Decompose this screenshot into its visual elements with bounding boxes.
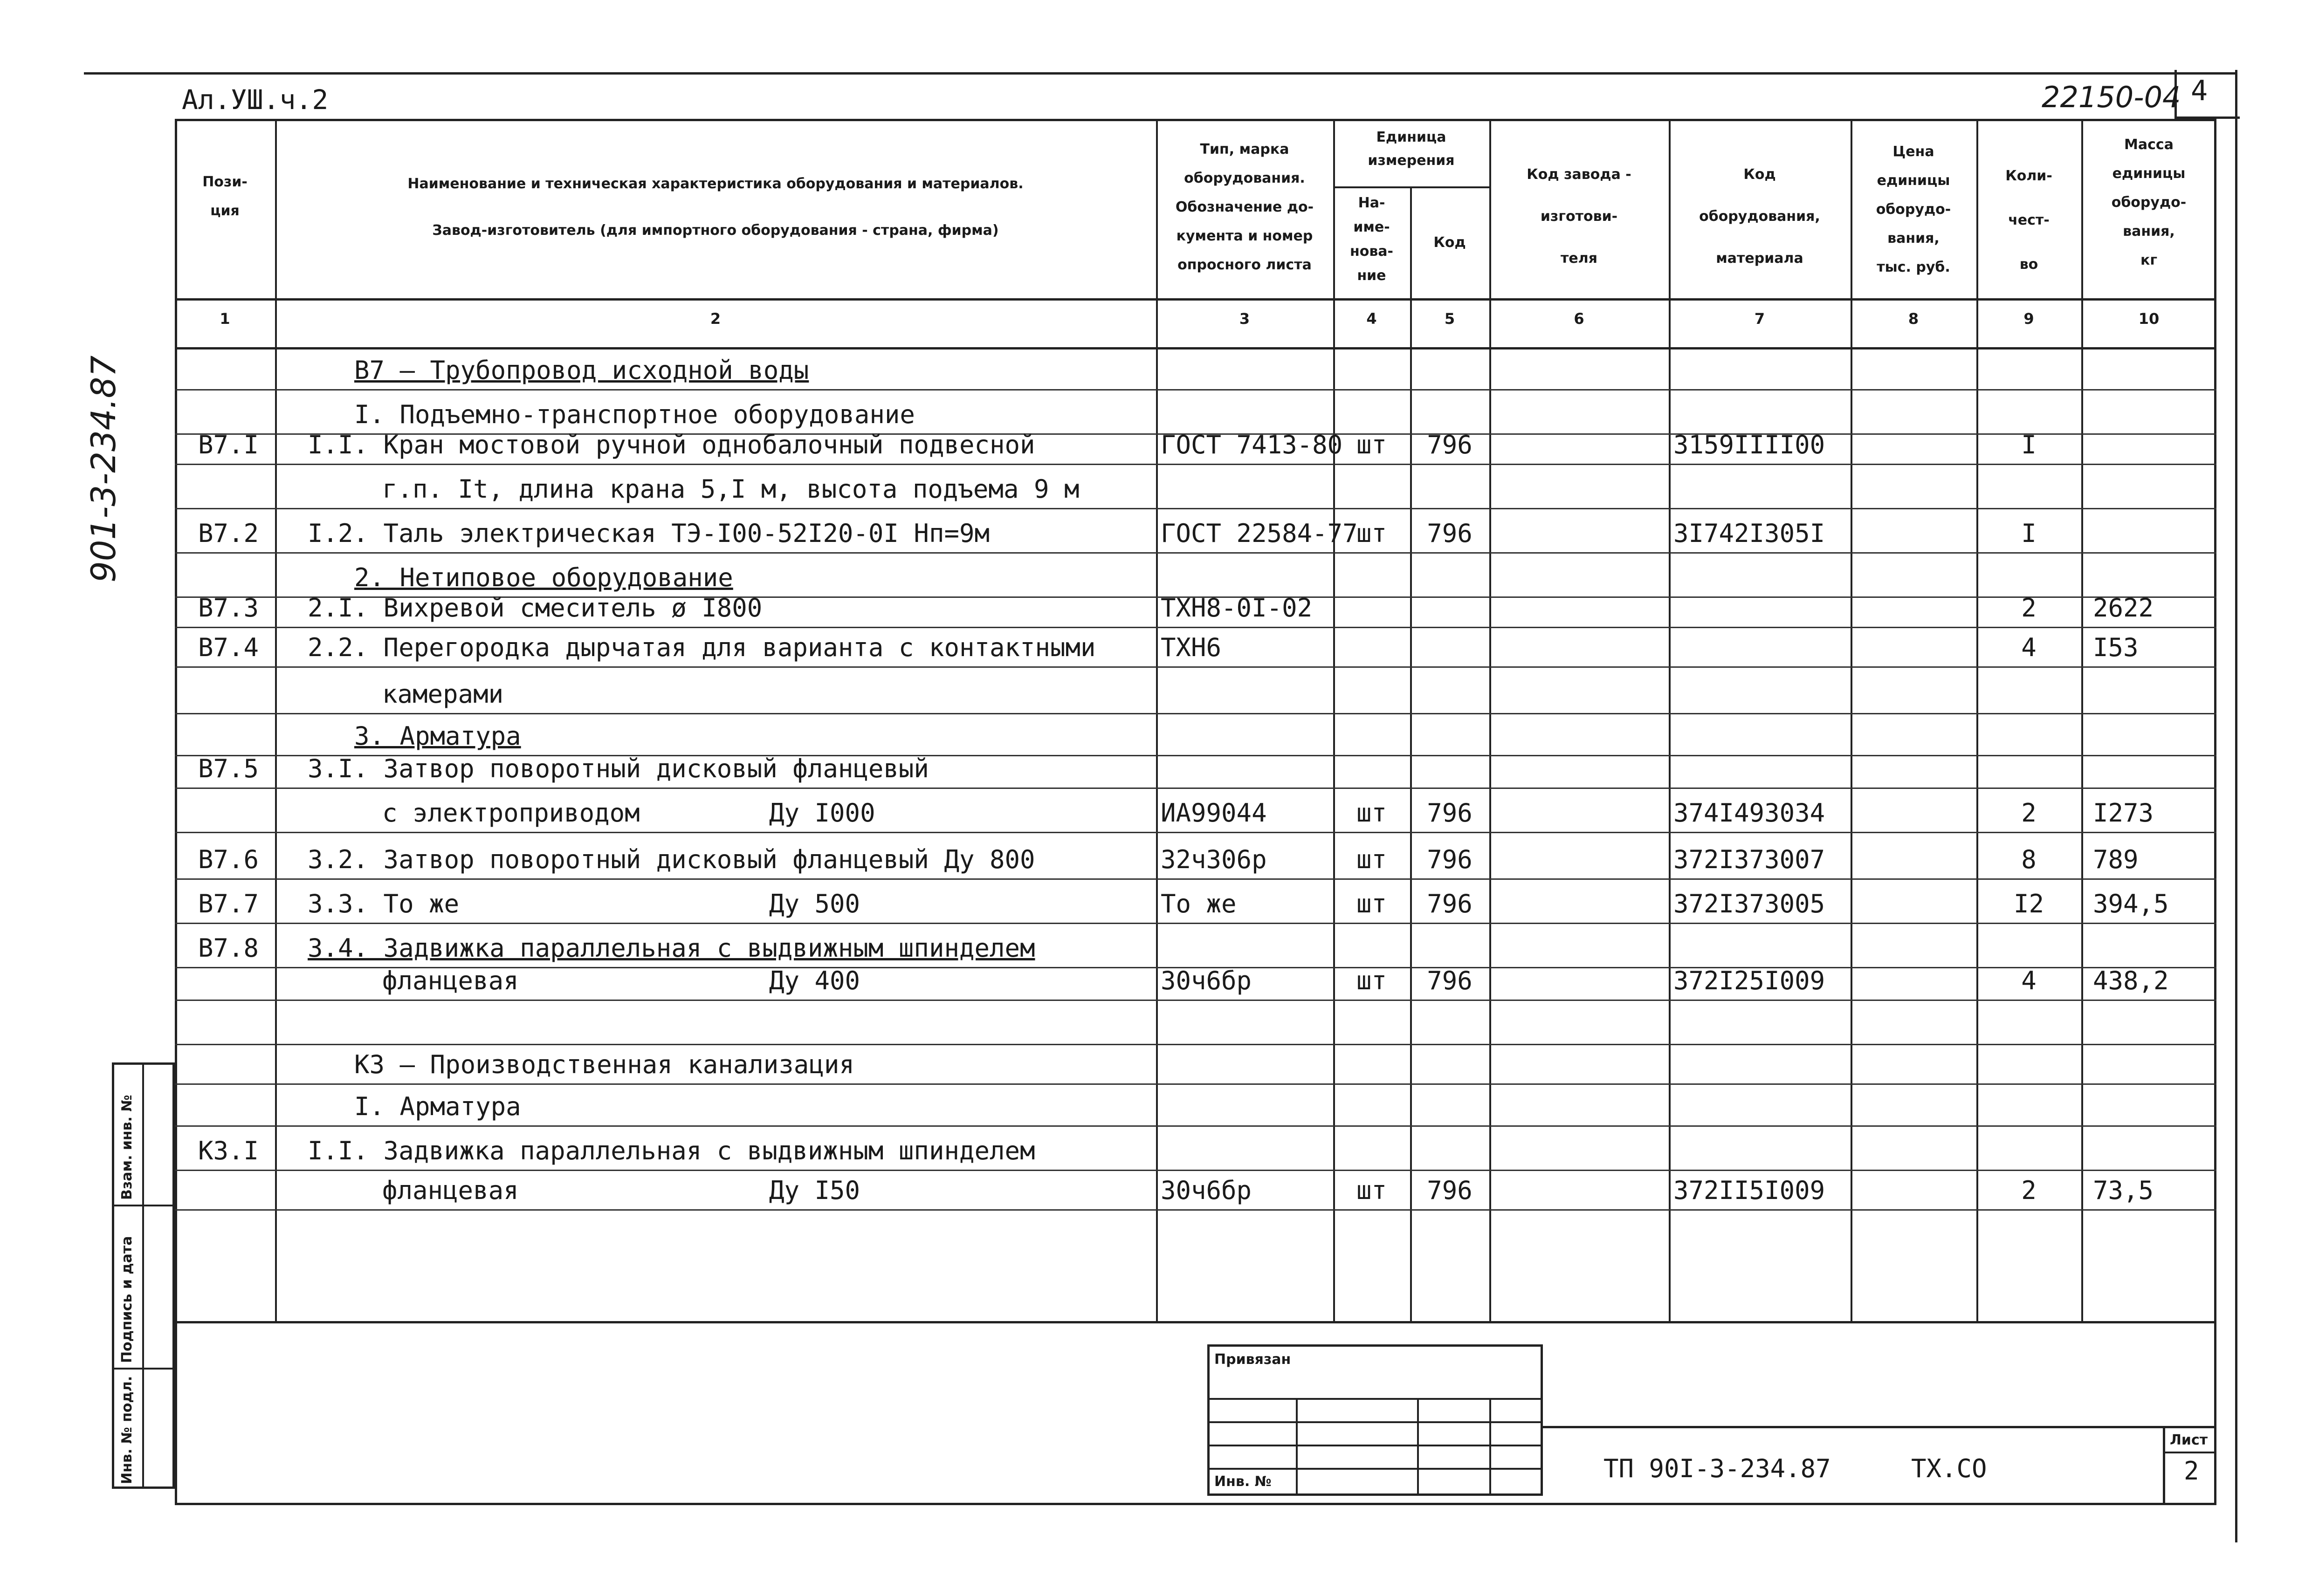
cell-name: 3.I. Затвор поворотный дисковый фланцевый: [308, 754, 929, 783]
column-number-divider: [175, 347, 2216, 349]
cell-name: К3 – Производственная канализация: [354, 1050, 854, 1079]
binding-vline-1: [1296, 1398, 1298, 1493]
cell-mass: I53: [2093, 633, 2139, 662]
cell-type: ТХН6: [1161, 633, 1222, 662]
cell-name: I. Арматура: [354, 1092, 521, 1121]
cell-pos: В7.I: [198, 430, 259, 459]
cell-code: 796: [1427, 430, 1473, 459]
binding-vline-2: [1417, 1398, 1419, 1493]
col-line-8: [1976, 119, 1978, 1321]
cell-nominal-diameter: Ду 400: [769, 966, 860, 995]
cell-type: То же: [1161, 889, 1237, 918]
side-handwritten-number: 901-3-234.87: [84, 355, 123, 582]
header-mass: Масса единицы оборудо- вания, кг: [2111, 137, 2187, 268]
row-line: [175, 713, 2216, 714]
colnum-2: 2: [710, 310, 721, 328]
label-inv-original: Инв. № подл.: [119, 1376, 135, 1484]
table-bottom-line: [175, 1321, 2216, 1323]
row-line: [175, 552, 2216, 554]
list-box-line: [2165, 1452, 2216, 1453]
cell-type: ТХН8-0I-02: [1161, 593, 1313, 623]
row-line: [175, 1083, 2216, 1085]
label-signature-date: Подпись и дата: [119, 1236, 135, 1363]
cell-qty: 2: [2021, 593, 2037, 623]
cell-okp: 372I373007: [1673, 845, 1825, 874]
cell-name: 3. Арматура: [354, 721, 521, 751]
cell-qty: I: [2021, 430, 2037, 459]
handwritten-code: 22150-04: [2042, 80, 2181, 114]
cell-name: камерами: [382, 679, 504, 709]
document-designation: ТП 90I-3-234.87: [1603, 1454, 1831, 1483]
row-line: [175, 389, 2216, 390]
row-line: [175, 666, 2216, 668]
sheet-number: 4: [2191, 75, 2208, 107]
cell-okp: 3I742I305I: [1673, 519, 1825, 548]
left-stamp-divider: [142, 1065, 144, 1486]
cell-okp: 3159IIII00: [1673, 430, 1825, 459]
cell-mass: 438,2: [2093, 966, 2169, 995]
title-block-line: [1543, 1426, 2216, 1428]
cell-code: 796: [1427, 1176, 1473, 1205]
cell-okp: 372I25I009: [1673, 966, 1825, 995]
cell-name: I.I. Кран мостовой ручной однобалочный подвесной: [308, 430, 1035, 459]
binding-stamp: [1207, 1344, 1543, 1496]
list-box: [2163, 1426, 2216, 1505]
list-number: 2: [2184, 1456, 2199, 1486]
row-line: [175, 832, 2216, 833]
cell-name: 2.2. Перегородка дырчатая для варианта с контактными: [308, 633, 1096, 662]
cell-type: ГОСТ 22584-77: [1161, 519, 1358, 548]
row-line: [175, 508, 2216, 509]
header-maker-code: Код завода - изготови- теля: [1527, 166, 1631, 267]
colnum-4: 4: [1366, 310, 1377, 328]
cell-pos: В7.3: [198, 593, 259, 623]
header-unit-name: На- име- нова- ние: [1349, 195, 1394, 284]
row-line: [175, 1044, 2216, 1045]
header-unit-code: Код: [1433, 234, 1466, 251]
cell-name: 3.4. Задвижка параллельная с выдвижным шпинделем: [308, 933, 1035, 963]
cell-qty: I: [2021, 519, 2037, 548]
cell-code: 796: [1427, 798, 1473, 828]
cell-name: I. Подъемно-транспортное оборудование: [354, 400, 915, 429]
cell-nominal-diameter: Ду I000: [769, 798, 875, 828]
cell-okp: 372II5I009: [1673, 1176, 1825, 1205]
row-line: [175, 1000, 2216, 1001]
colnum-7: 7: [1754, 310, 1765, 328]
cell-name: 3.2. Затвор поворотный дисковый фланцевый Ду 800: [308, 845, 1035, 874]
cell-okp: 374I493034: [1673, 798, 1825, 828]
cell-okp: 372I373005: [1673, 889, 1825, 918]
cell-type: 30ч6бр: [1161, 966, 1252, 995]
cell-mass: 394,5: [2093, 889, 2169, 918]
cell-name: 3.3. То же: [308, 889, 460, 918]
cell-type: 32ч306р: [1161, 845, 1267, 874]
row-line: [175, 1170, 2216, 1171]
cell-mass: 2622: [2093, 593, 2154, 623]
cell-type: ИА99044: [1161, 798, 1267, 828]
cell-name: фланцевая: [382, 1176, 519, 1205]
col-line-5: [1489, 119, 1491, 1321]
cell-name: В7 – Трубопровод исходной воды: [354, 356, 809, 385]
cell-qty: 8: [2021, 845, 2037, 874]
colnum-9: 9: [2023, 310, 2034, 328]
cell-pos: В7.2: [198, 519, 259, 548]
cell-mass: I273: [2093, 798, 2154, 828]
colnum-6: 6: [1574, 310, 1584, 328]
row-line: [175, 1125, 2216, 1127]
row-line: [175, 627, 2216, 628]
cell-type: 30ч6бр: [1161, 1176, 1252, 1205]
cell-code: 796: [1427, 845, 1473, 874]
header-equipment-code: Код оборудования, материала: [1699, 166, 1820, 267]
col-line-6: [1669, 119, 1671, 1321]
col-line-9: [2081, 119, 2083, 1321]
document-mark: ТХ.СО: [1911, 1454, 1987, 1483]
row-line: [175, 788, 2216, 789]
col-line-7: [1851, 119, 1852, 1321]
cell-unit: шт: [1356, 519, 1387, 548]
col-line-1: [275, 119, 277, 1321]
cell-code: 796: [1427, 889, 1473, 918]
colnum-10: 10: [2138, 310, 2160, 328]
left-stamp-sep-2: [114, 1368, 172, 1370]
unit-subheader-line: [1333, 186, 1489, 188]
cell-pos: К3.I: [198, 1136, 259, 1165]
left-stamp: [112, 1062, 175, 1489]
label-replace-inv: Взам. инв. №: [119, 1095, 135, 1200]
cell-qty: 2: [2021, 1176, 2037, 1205]
cell-pos: В7.7: [198, 889, 259, 918]
row-line: [175, 878, 2216, 880]
cell-unit: шт: [1356, 966, 1387, 995]
album-code: Ал.УШ.ч.2: [182, 84, 329, 116]
col-line-2: [1156, 119, 1158, 1321]
header-name: Наименование и техническая характеристика оборудования и материалов. Завод-изготовитель (для импортного оборудования - страна, фирма): [407, 176, 1024, 239]
cell-nominal-diameter: Ду 500: [769, 889, 860, 918]
col-line-4: [1410, 186, 1412, 1321]
header-price: Цена единицы оборудо- вания, тыс. руб.: [1876, 144, 1951, 275]
row-line: [175, 923, 2216, 924]
cell-mass: 73,5: [2093, 1176, 2154, 1205]
binding-label: Привязан: [1214, 1351, 1291, 1368]
cell-unit: шт: [1356, 798, 1387, 828]
outer-frame-top: [84, 72, 2237, 75]
cell-qty: 2: [2021, 798, 2037, 828]
header-position: Пози- ция: [202, 174, 248, 219]
colnum-3: 3: [1239, 310, 1250, 328]
row-line: [175, 1209, 2216, 1211]
colnum-5: 5: [1444, 310, 1455, 328]
cell-qty: I2: [2013, 889, 2044, 918]
cell-pos: В7.4: [198, 633, 259, 662]
binding-vline-3: [1489, 1398, 1491, 1493]
colnum-1: 1: [220, 310, 230, 328]
cell-name: г.п. It, длина крана 5,I м, высота подъема 9 м: [382, 474, 1080, 504]
cell-name: с электроприводом: [382, 798, 640, 828]
header-divider: [175, 298, 2216, 301]
header-type: Тип, марка оборудования. Обозначение до- кумента и номер опросного листа: [1175, 141, 1314, 273]
cell-unit: шт: [1356, 430, 1387, 459]
cell-unit: шт: [1356, 845, 1387, 874]
inv-number-label: Инв. №: [1214, 1473, 1272, 1490]
outer-frame-right: [2235, 70, 2237, 1542]
cell-qty: 4: [2021, 633, 2037, 662]
cell-code: 796: [1427, 519, 1473, 548]
row-line: [175, 464, 2216, 465]
list-label: Лист: [2170, 1432, 2208, 1448]
cell-qty: 4: [2021, 966, 2037, 995]
cell-pos: В7.5: [198, 754, 259, 783]
cell-name: I.I. Задвижка параллельная с выдвижным шпинделем: [308, 1136, 1035, 1165]
left-stamp-sep-1: [114, 1205, 172, 1206]
cell-nominal-diameter: Ду I50: [769, 1176, 860, 1205]
cell-code: 796: [1427, 966, 1473, 995]
cell-unit: шт: [1356, 889, 1387, 918]
cell-name: 2. Нетиповое оборудование: [354, 563, 733, 592]
cell-type: ГОСТ 7413-80: [1161, 430, 1343, 459]
cell-mass: 789: [2093, 845, 2139, 874]
header-unit: Единица измерения: [1368, 129, 1455, 169]
cell-unit: шт: [1356, 1176, 1387, 1205]
header-quantity: Коли- чест- во: [2005, 168, 2052, 273]
cell-name: 2.I. Вихревой смеситель ø I800: [308, 593, 763, 623]
colnum-8: 8: [1908, 310, 1919, 328]
col-line-3: [1333, 119, 1335, 1321]
cell-name: фланцевая: [382, 966, 519, 995]
cell-name: I.2. Таль электрическая ТЭ-I00-52I20-0I Нп=9м: [308, 519, 990, 548]
cell-pos: В7.6: [198, 845, 259, 874]
cell-pos: В7.8: [198, 933, 259, 963]
